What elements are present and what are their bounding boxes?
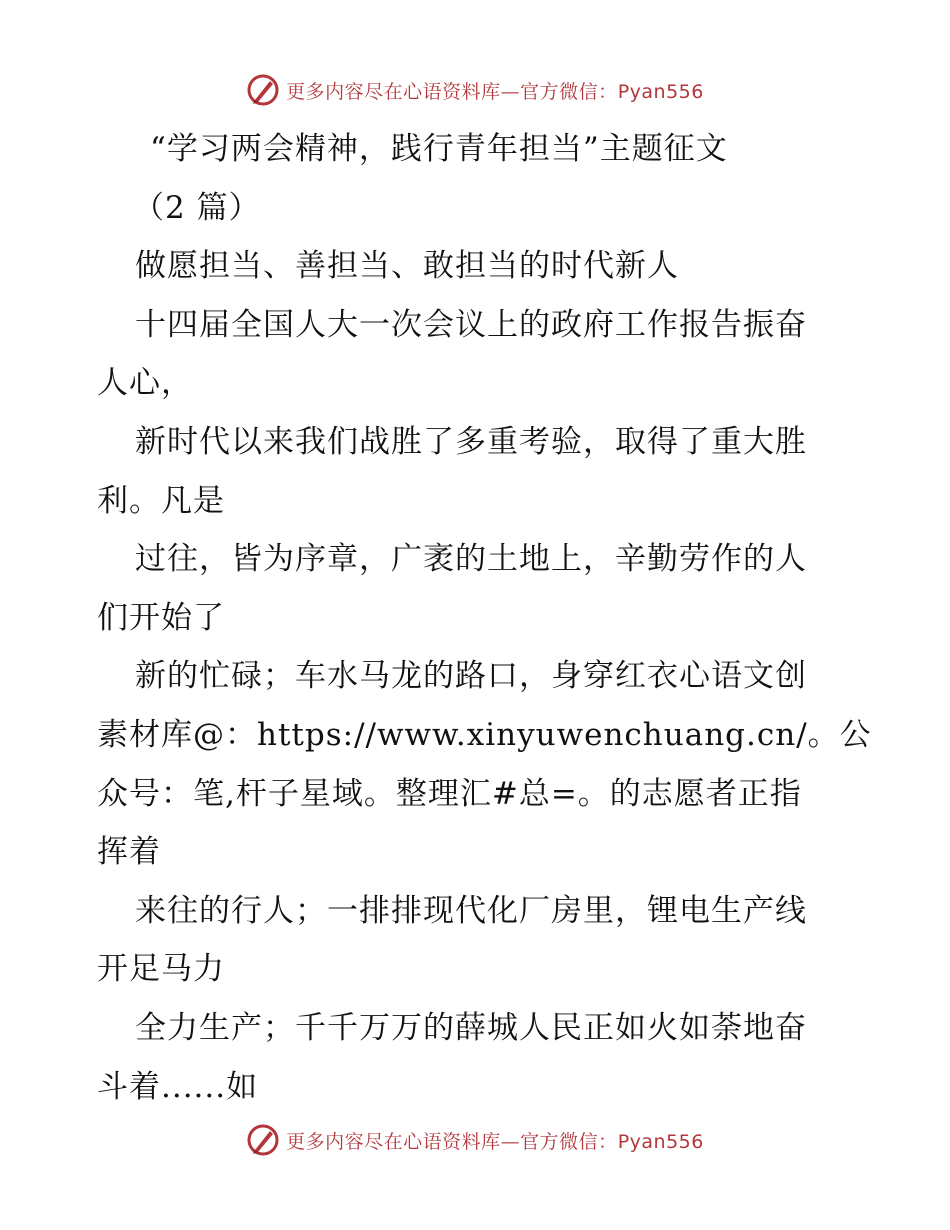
banner-text: 更多内容尽在心语资料库—官方微信：Pyan556 xyxy=(286,1130,704,1153)
document-body xyxy=(97,120,872,1116)
paragraph-line: 斗着......如 xyxy=(97,1068,259,1105)
paragraph-line: 十四届全国人大一次会议上的政府工作报告振奋 xyxy=(135,306,807,343)
document-title: “学习两会精神，践行青年担当”主题征文 xyxy=(150,131,728,167)
pen-logo-icon xyxy=(246,73,280,107)
paragraph-line: 来往的行人；一排排现代化厂房里，锂电生产线 xyxy=(135,892,807,929)
paragraph-line: 人心， xyxy=(97,365,193,402)
paragraph-line: 众号：笔,杆子星域。整理汇#总=。的志愿者正指 xyxy=(97,775,802,812)
header-banner xyxy=(0,70,950,110)
paragraph-line: 过往，皆为序章，广袤的土地上，辛勤劳作的人 xyxy=(135,541,807,578)
paragraph-line: 全力生产；千千万万的薛城人民正如火如荼地奋 xyxy=(135,1009,807,1046)
paragraph-line: 挥着 xyxy=(97,834,161,871)
footer-banner xyxy=(0,1120,950,1160)
document-subtitle: （2 篇） xyxy=(133,189,261,226)
paragraph-line: 利。凡是 xyxy=(97,482,225,519)
paragraph-line: 们开始了 xyxy=(97,599,225,636)
paragraph-line: 开足马力 xyxy=(97,951,225,988)
pen-logo-icon xyxy=(246,1123,280,1157)
paragraph-line: 新时代以来我们战胜了多重考验，取得了重大胜 xyxy=(135,423,807,460)
section-heading: 做愿担当、善担当、敢担当的时代新人 xyxy=(135,248,679,285)
paragraph-line: 素材库@：https://www.xinyuwenchuang.cn/。公 xyxy=(97,716,872,753)
paragraph-line: 新的忙碌；车水马龙的路口，身穿红衣心语文创 xyxy=(135,658,807,695)
banner-text: 更多内容尽在心语资料库—官方微信：Pyan556 xyxy=(286,80,704,103)
